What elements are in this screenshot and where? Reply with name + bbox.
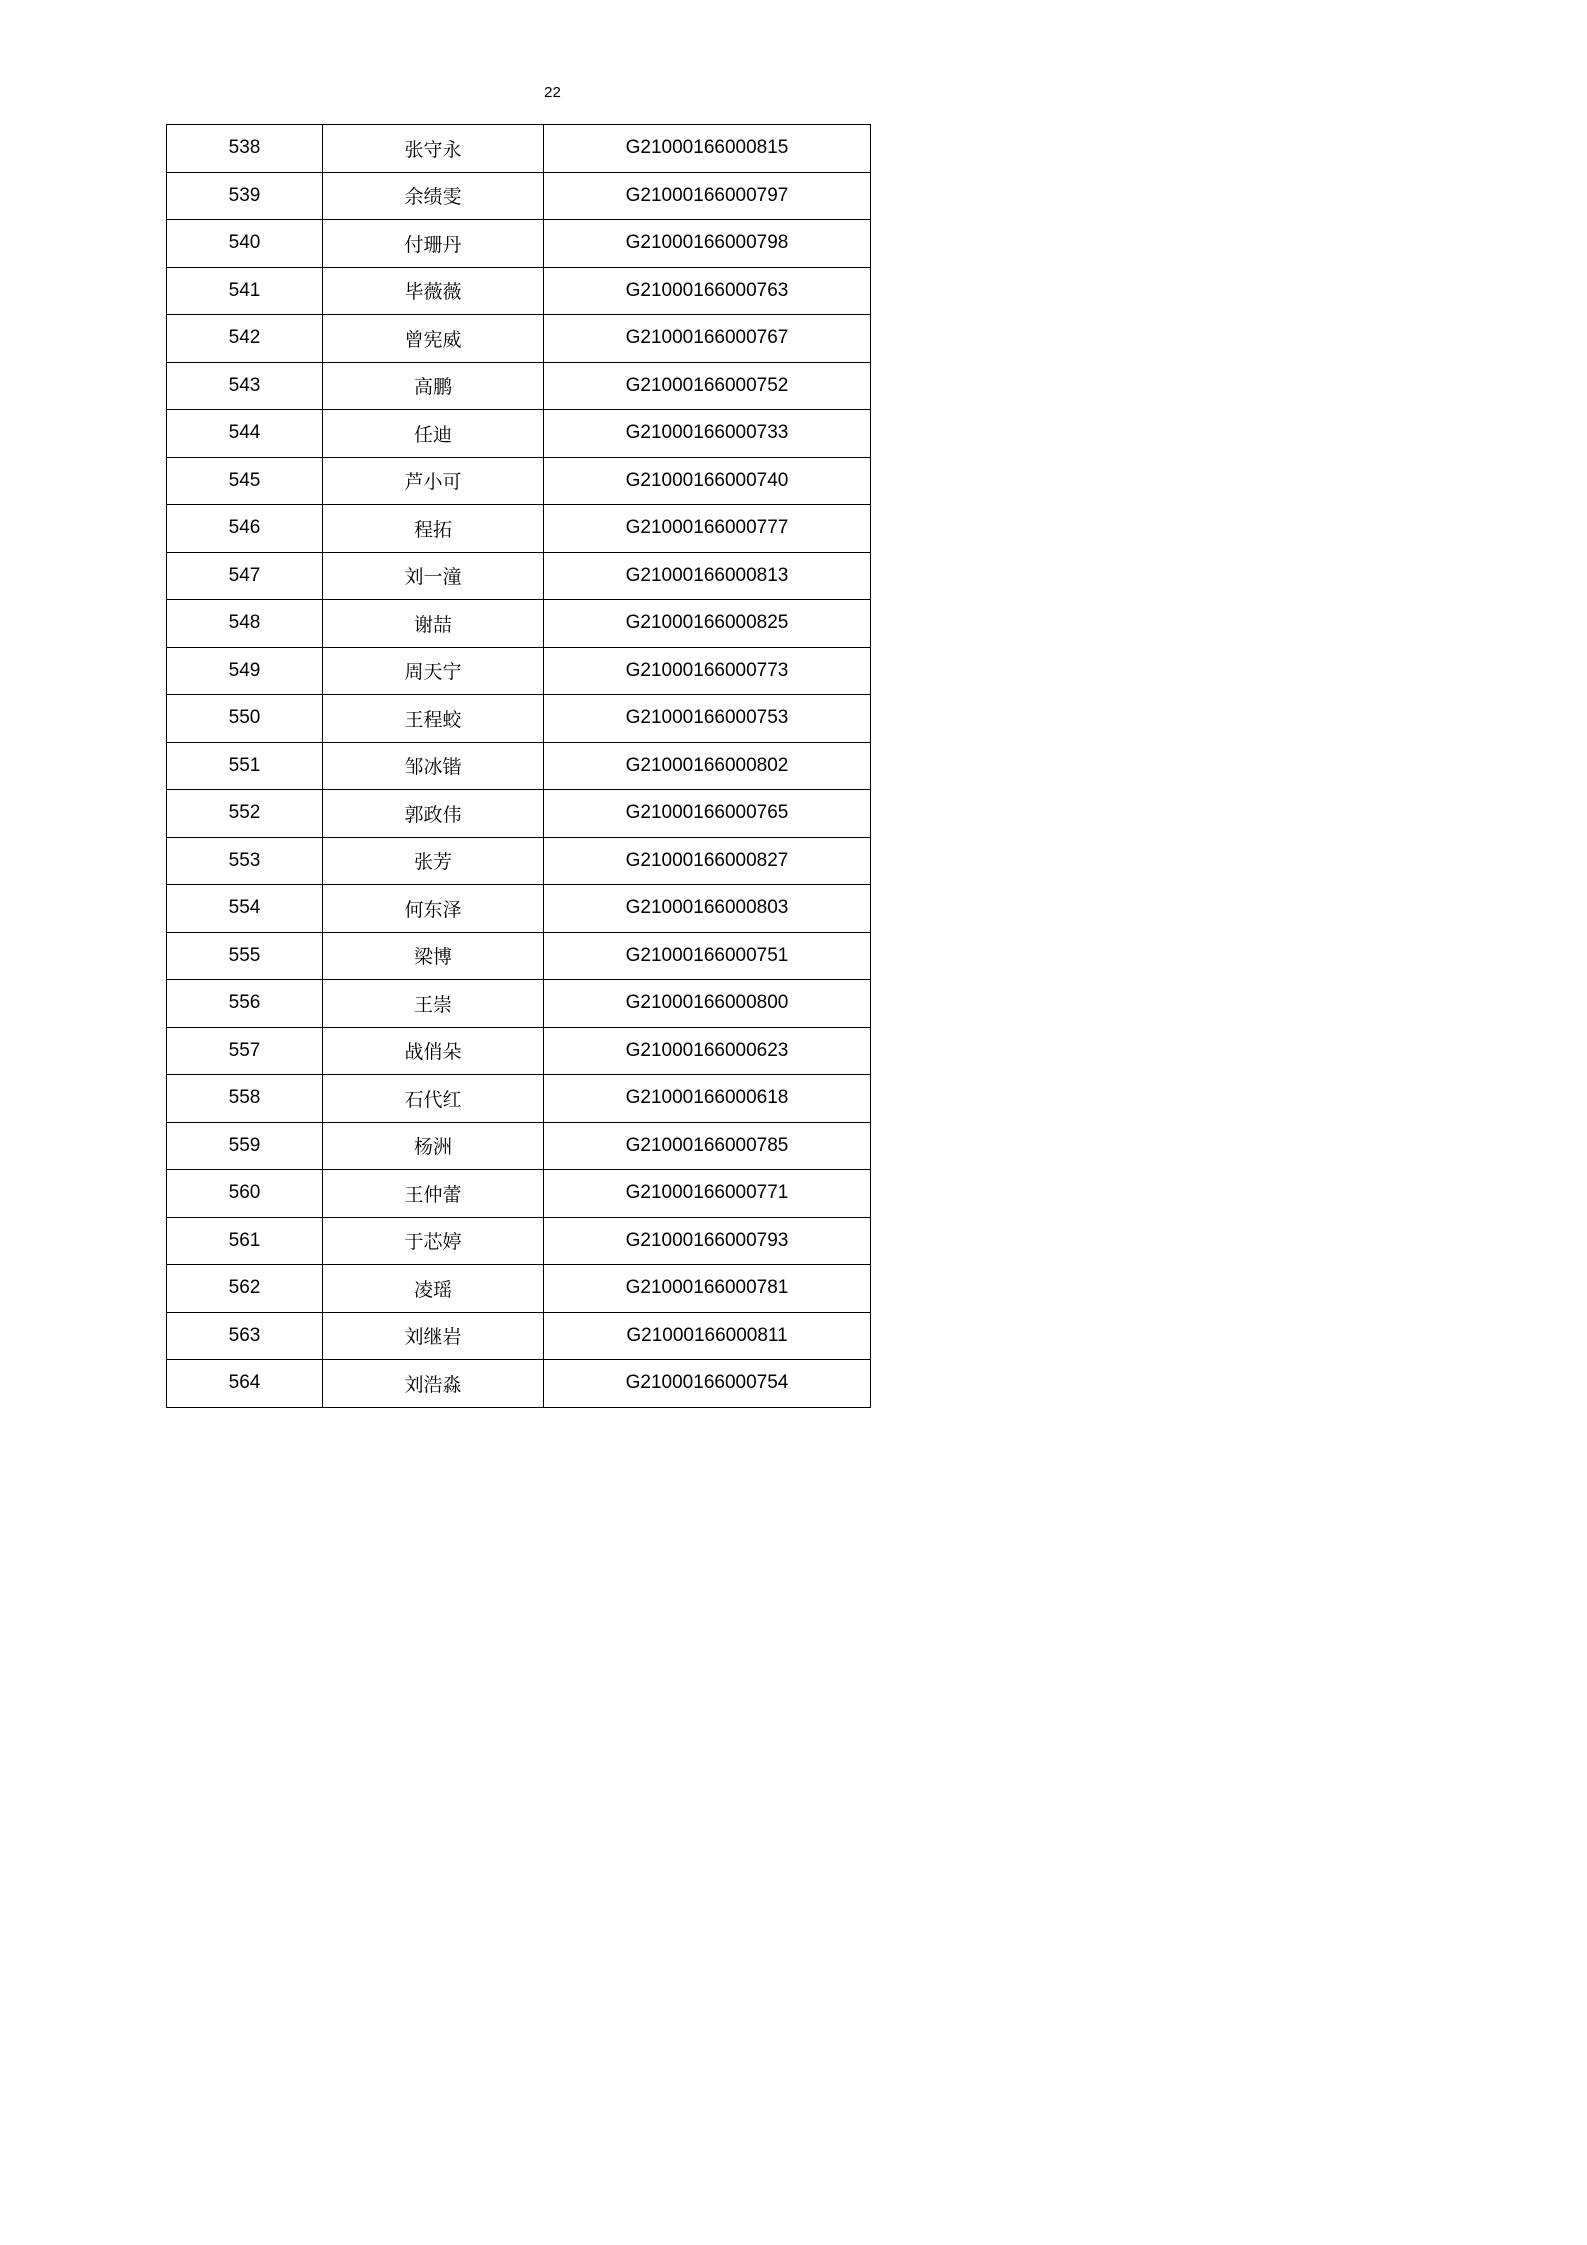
name-cell: 毕薇薇 [323, 267, 544, 315]
table-row [167, 220, 871, 268]
id-number-cell: G21000166000752 [544, 362, 871, 410]
name-cell: 王崇 [323, 980, 544, 1028]
table-row [167, 885, 871, 933]
table-row [167, 790, 871, 838]
id-number-cell: G21000166000751 [544, 932, 871, 980]
name-cell: 张守永 [323, 125, 544, 173]
row-number-cell: 560 [167, 1170, 323, 1218]
name-cell: 于芯婷 [323, 1217, 544, 1265]
table-row [167, 980, 871, 1028]
id-number-cell: G21000166000754 [544, 1360, 871, 1408]
table-row [167, 1217, 871, 1265]
name-cell: 凌瑶 [323, 1265, 544, 1313]
row-number-cell: 540 [167, 220, 323, 268]
row-number-cell: 543 [167, 362, 323, 410]
name-cell: 王程蛟 [323, 695, 544, 743]
name-cell: 付珊丹 [323, 220, 544, 268]
row-number-cell: 547 [167, 552, 323, 600]
id-number-cell: G21000166000793 [544, 1217, 871, 1265]
table-row [167, 1312, 871, 1360]
name-cell: 高鹏 [323, 362, 544, 410]
row-number-cell: 550 [167, 695, 323, 743]
row-number-cell: 538 [167, 125, 323, 173]
row-number-cell: 549 [167, 647, 323, 695]
id-number-cell: G21000166000763 [544, 267, 871, 315]
row-number-cell: 562 [167, 1265, 323, 1313]
name-cell: 战俏朵 [323, 1027, 544, 1075]
table-row [167, 1075, 871, 1123]
id-number-cell: G21000166000733 [544, 410, 871, 458]
name-cell: 王仲蕾 [323, 1170, 544, 1218]
row-number-cell: 554 [167, 885, 323, 933]
table-row [167, 1265, 871, 1313]
id-number-cell: G21000166000773 [544, 647, 871, 695]
id-number-cell: G21000166000753 [544, 695, 871, 743]
name-cell: 周天宁 [323, 647, 544, 695]
row-number-cell: 546 [167, 505, 323, 553]
id-number-cell: G21000166000623 [544, 1027, 871, 1075]
id-number-cell: G21000166000765 [544, 790, 871, 838]
table-row [167, 1122, 871, 1170]
page-number: 22 [544, 84, 561, 101]
table-row [167, 315, 871, 363]
name-cell: 余绩雯 [323, 172, 544, 220]
name-cell: 谢喆 [323, 600, 544, 648]
table-row [167, 505, 871, 553]
table-row [167, 695, 871, 743]
table-row [167, 1170, 871, 1218]
id-number-cell: G21000166000800 [544, 980, 871, 1028]
name-cell: 任迪 [323, 410, 544, 458]
table-row [167, 600, 871, 648]
id-number-cell: G21000166000781 [544, 1265, 871, 1313]
row-number-cell: 545 [167, 457, 323, 505]
id-number-cell: G21000166000771 [544, 1170, 871, 1218]
row-number-cell: 561 [167, 1217, 323, 1265]
row-number-cell: 552 [167, 790, 323, 838]
table-row [167, 552, 871, 600]
row-number-cell: 553 [167, 837, 323, 885]
name-cell: 程拓 [323, 505, 544, 553]
row-number-cell: 551 [167, 742, 323, 790]
name-cell: 杨洲 [323, 1122, 544, 1170]
id-number-cell: G21000166000740 [544, 457, 871, 505]
name-cell: 梁博 [323, 932, 544, 980]
roster-table-body [167, 125, 871, 1408]
id-number-cell: G21000166000802 [544, 742, 871, 790]
id-number-cell: G21000166000803 [544, 885, 871, 933]
name-cell: 刘继岩 [323, 1312, 544, 1360]
row-number-cell: 564 [167, 1360, 323, 1408]
row-number-cell: 544 [167, 410, 323, 458]
id-number-cell: G21000166000767 [544, 315, 871, 363]
row-number-cell: 541 [167, 267, 323, 315]
table-row [167, 837, 871, 885]
name-cell: 何东泽 [323, 885, 544, 933]
table-row [167, 457, 871, 505]
row-number-cell: 559 [167, 1122, 323, 1170]
id-number-cell: G21000166000811 [544, 1312, 871, 1360]
name-cell: 张芳 [323, 837, 544, 885]
id-number-cell: G21000166000785 [544, 1122, 871, 1170]
row-number-cell: 556 [167, 980, 323, 1028]
table-row [167, 172, 871, 220]
table-row [167, 267, 871, 315]
table-row [167, 1027, 871, 1075]
id-number-cell: G21000166000777 [544, 505, 871, 553]
name-cell: 曾宪威 [323, 315, 544, 363]
table-row [167, 742, 871, 790]
id-number-cell: G21000166000813 [544, 552, 871, 600]
name-cell: 邹冰锴 [323, 742, 544, 790]
id-number-cell: G21000166000618 [544, 1075, 871, 1123]
name-cell: 刘浩淼 [323, 1360, 544, 1408]
name-cell: 芦小可 [323, 457, 544, 505]
id-number-cell: G21000166000797 [544, 172, 871, 220]
row-number-cell: 542 [167, 315, 323, 363]
id-number-cell: G21000166000825 [544, 600, 871, 648]
table-row [167, 410, 871, 458]
table-row [167, 647, 871, 695]
row-number-cell: 557 [167, 1027, 323, 1075]
id-number-cell: G21000166000827 [544, 837, 871, 885]
row-number-cell: 548 [167, 600, 323, 648]
name-cell: 石代红 [323, 1075, 544, 1123]
row-number-cell: 563 [167, 1312, 323, 1360]
roster-table [166, 124, 871, 1408]
row-number-cell: 539 [167, 172, 323, 220]
table-row [167, 362, 871, 410]
id-number-cell: G21000166000815 [544, 125, 871, 173]
name-cell: 郭政伟 [323, 790, 544, 838]
row-number-cell: 558 [167, 1075, 323, 1123]
table-row [167, 125, 871, 173]
name-cell: 刘一潼 [323, 552, 544, 600]
table-row [167, 932, 871, 980]
row-number-cell: 555 [167, 932, 323, 980]
table-row [167, 1360, 871, 1408]
id-number-cell: G21000166000798 [544, 220, 871, 268]
